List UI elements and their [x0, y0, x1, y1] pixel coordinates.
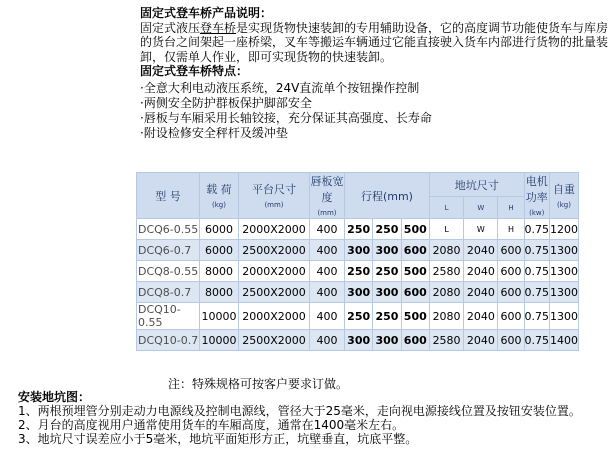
table-cell: 2080 — [429, 282, 463, 303]
table-cell: 250 — [345, 219, 373, 240]
table-cell: 500 — [401, 261, 429, 282]
spec-table — [136, 172, 579, 351]
table-cell: DCQ10-0.55 — [137, 303, 200, 330]
table-cell: L — [429, 219, 463, 240]
col-weight: 自重 (kg) — [550, 173, 579, 219]
table-cell: 10000 — [200, 330, 239, 351]
table-cell: 1300 — [550, 240, 579, 261]
feature-item: ·两侧安全防护群板保护脚部安全 — [140, 95, 312, 110]
col-model: 型 号 — [137, 173, 200, 219]
table-cell: 250 — [345, 261, 373, 282]
table-cell: 300 — [345, 330, 373, 351]
table-cell: 400 — [310, 282, 345, 303]
table-cell: 8000 — [200, 261, 239, 282]
table-cell: 0.75 — [524, 303, 550, 330]
pit-h-header: H — [498, 197, 524, 219]
table-cell: 250 — [345, 303, 373, 330]
table-cell: 0.75 — [524, 261, 550, 282]
table-cell: 600 — [401, 330, 429, 351]
table-cell: 2500X2000 — [239, 330, 310, 351]
dock-leveler-link[interactable]: 登车桥 — [200, 20, 237, 35]
table-cell: 2040 — [464, 261, 498, 282]
table-cell: 0.75 — [524, 330, 550, 351]
table-cell: 2040 — [464, 303, 498, 330]
table-cell: H — [498, 219, 524, 240]
product-intro — [140, 6, 610, 141]
table-cell: 2080 — [429, 303, 463, 330]
table-cell: 0.75 — [524, 240, 550, 261]
table-cell: 6000 — [200, 219, 239, 240]
table-cell: 6000 — [200, 240, 239, 261]
col-stroke: 行程(mm) — [345, 173, 430, 219]
features-list — [140, 81, 610, 141]
table-row — [137, 219, 579, 240]
col-lip: 唇板宽度 (mm) — [310, 173, 345, 219]
table-row — [137, 303, 579, 330]
table-cell: 600 — [498, 303, 524, 330]
table-row — [137, 330, 579, 351]
table-cell: 400 — [310, 240, 345, 261]
table-cell: DCQ8-0.7 — [137, 282, 200, 303]
table-cell: 10000 — [200, 303, 239, 330]
table-cell: 400 — [310, 219, 345, 240]
table-cell: 1200 — [550, 219, 579, 240]
intro-desc-part-1: 固定式液压 — [140, 20, 201, 35]
table-cell: DCQ10-0.7 — [137, 330, 200, 351]
table-cell: 300 — [345, 282, 373, 303]
table-cell: 2000X2000 — [239, 261, 310, 282]
table-cell: 1300 — [550, 303, 579, 330]
table-cell: 250 — [373, 219, 401, 240]
table-cell: 2040 — [464, 282, 498, 303]
col-pit: 地坑尺寸 — [429, 173, 524, 197]
table-cell: 2500X2000 — [239, 282, 310, 303]
table-cell: 400 — [310, 303, 345, 330]
install-item: 3、地坑尺寸误差应小于5毫米，地坑平面矩形方正，坑壁垂直，坑底平整。 — [18, 432, 418, 446]
table-cell: 600 — [498, 282, 524, 303]
table-cell: 0.75 — [524, 282, 550, 303]
custom-note: 注：特殊规格可按客户要求订做。 — [168, 377, 349, 391]
pit-w-header: W — [464, 197, 498, 219]
table-cell: 0.75 — [524, 219, 550, 240]
table-cell: 300 — [373, 240, 401, 261]
table-cell: DCQ6-0.55 — [137, 219, 200, 240]
table-cell: 500 — [401, 303, 429, 330]
col-platform: 平台尺寸 (mm) — [239, 173, 310, 219]
table-cell: 250 — [373, 303, 401, 330]
table-cell: 2040 — [464, 240, 498, 261]
table-cell: 2040 — [464, 330, 498, 351]
pit-l-header: L — [429, 197, 463, 219]
table-cell: 500 — [401, 219, 429, 240]
table-cell: 2580 — [429, 261, 463, 282]
table-cell: DCQ8-0.55 — [137, 261, 200, 282]
table-cell: W — [464, 219, 498, 240]
feature-item: ·全意大利电动液压系统，24V直流单个按钮操作控制 — [140, 80, 420, 95]
intro-title: 固定式登车桥产品说明： — [140, 6, 273, 20]
table-cell: 600 — [498, 330, 524, 351]
table-cell: DCQ6-0.7 — [137, 240, 200, 261]
features-title: 固定式登车桥特点： — [140, 64, 249, 78]
table-row — [137, 240, 579, 261]
install-item: 2、月台的高度视用户通常使用货车的车厢高度，通常在1400毫米左右。 — [18, 418, 405, 432]
table-row — [137, 282, 579, 303]
table-cell: 600 — [401, 240, 429, 261]
table-cell: 400 — [310, 330, 345, 351]
table-row — [137, 261, 579, 282]
install-section — [18, 390, 608, 446]
table-cell: 1400 — [550, 330, 579, 351]
table-cell: 600 — [401, 282, 429, 303]
install-title: 安装地坑图： — [18, 390, 91, 404]
table-cell: 1300 — [550, 261, 579, 282]
table-cell: 600 — [498, 240, 524, 261]
intro-description — [140, 21, 610, 65]
table-cell: 8000 — [200, 282, 239, 303]
feature-item: ·唇板与车厢采用长轴铰接，充分保证其高强度、长寿命 — [140, 110, 432, 125]
col-motor: 电机功率 (kw) — [524, 173, 550, 219]
intro-desc-part-3: 是实现货物快速装卸的专用辅助设备，它的高度调节功能使货车与库房的货台之间架起一座桥梁，叉车等搬运车辆通过它能直接驶入货车内部进行货物的批量装卸，仅需单人作业，即可实现货物的快速装卸。 — [140, 20, 609, 64]
table-cell: 400 — [310, 261, 345, 282]
table-cell: 2080 — [429, 240, 463, 261]
table-cell: 2000X2000 — [239, 303, 310, 330]
table-cell: 2500X2000 — [239, 240, 310, 261]
col-load: 载 荷 (kg) — [200, 173, 239, 219]
table-cell: 2580 — [429, 330, 463, 351]
table-cell: 300 — [373, 282, 401, 303]
table-cell: 300 — [345, 240, 373, 261]
table-cell: 1300 — [550, 282, 579, 303]
feature-item: ·附设检修安全秤杆及缓冲垫 — [140, 125, 288, 140]
table-cell: 300 — [373, 330, 401, 351]
install-item: 1、两根预埋管分别走动力电源线及控制电源线，管径大于25毫米，走向视电源接线位置及按钮安装位置。 — [18, 404, 581, 418]
table-cell: 250 — [373, 261, 401, 282]
table-cell: 2000X2000 — [239, 219, 310, 240]
table-cell: 600 — [498, 261, 524, 282]
